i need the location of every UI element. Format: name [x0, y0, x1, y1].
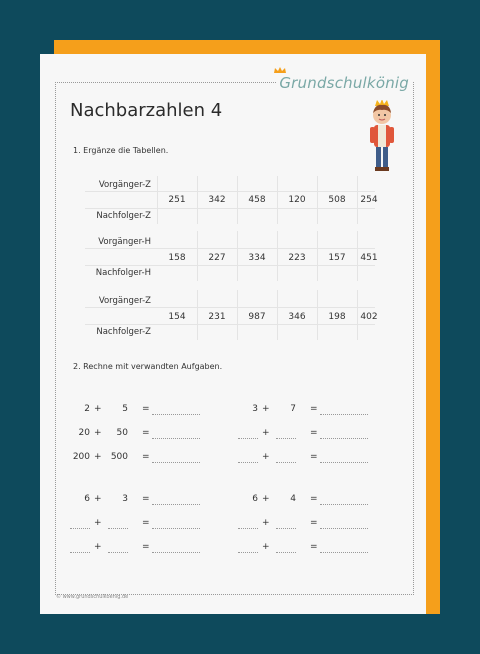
logo: [276, 74, 412, 92]
equals-sign: =: [310, 404, 318, 414]
table-cell: 154: [168, 312, 186, 322]
plus-sign: +: [262, 542, 270, 552]
answer-blank[interactable]: [276, 552, 296, 553]
equals-sign: =: [310, 494, 318, 504]
equals-sign: =: [142, 494, 150, 504]
task-2-heading: 2. Rechne mit verwandten Aufgaben.: [73, 362, 223, 371]
table-row-label: Nachfolger-H: [95, 268, 151, 278]
addend-a: 200: [72, 452, 90, 462]
answer-blank[interactable]: [276, 462, 296, 463]
table-2: [85, 231, 378, 281]
addend-b: 4: [290, 494, 296, 504]
result-blank[interactable]: [320, 438, 368, 439]
equals-sign: =: [310, 542, 318, 552]
answer-blank[interactable]: [276, 528, 296, 529]
addend-a: 3: [252, 404, 258, 414]
addend-b: 5: [122, 404, 128, 414]
answer-blank[interactable]: [238, 438, 258, 439]
equals-sign: =: [142, 428, 150, 438]
answer-blank[interactable]: [108, 552, 128, 553]
equals-sign: =: [142, 404, 150, 414]
table-cell: 987: [248, 312, 266, 322]
crown-icon: [274, 67, 286, 73]
addend-b: 7: [290, 404, 296, 414]
table-cell: 342: [208, 195, 226, 205]
answer-blank[interactable]: [238, 462, 258, 463]
table-cell: 227: [208, 253, 226, 263]
table-cell: 402: [360, 312, 378, 322]
equals-sign: =: [310, 428, 318, 438]
addend-b: 50: [116, 428, 128, 438]
worksheet: [40, 54, 426, 614]
plus-sign: +: [94, 404, 102, 414]
plus-sign: +: [94, 518, 102, 528]
logo-text: Grundschulkönig: [279, 74, 409, 92]
table-cell: 334: [248, 253, 266, 263]
plus-sign: +: [262, 518, 270, 528]
addend-b: 500: [110, 452, 128, 462]
table-1: [85, 176, 378, 224]
result-blank[interactable]: [320, 504, 368, 505]
answer-blank[interactable]: [70, 552, 90, 553]
table-3: [85, 290, 378, 340]
table-cell: 198: [328, 312, 346, 322]
answer-blank[interactable]: [238, 528, 258, 529]
result-blank[interactable]: [320, 414, 368, 415]
equals-sign: =: [142, 518, 150, 528]
equals-sign: =: [142, 542, 150, 552]
table-row-label: Vorgänger-Z: [98, 296, 151, 306]
result-blank[interactable]: [152, 504, 200, 505]
result-blank[interactable]: [152, 552, 200, 553]
result-blank[interactable]: [320, 462, 368, 463]
answer-blank[interactable]: [108, 528, 128, 529]
answer-blank[interactable]: [276, 438, 296, 439]
addend-b: 3: [122, 494, 128, 504]
table-row-label: Vorgänger-H: [98, 237, 151, 247]
plus-sign: +: [262, 452, 270, 462]
table-cell: 254: [360, 195, 378, 205]
boy-with-crown-icon: [365, 100, 399, 174]
plus-sign: +: [94, 494, 102, 504]
answer-blank[interactable]: [70, 528, 90, 529]
answer-blank[interactable]: [238, 552, 258, 553]
equals-sign: =: [142, 452, 150, 462]
table-cell: 158: [168, 253, 186, 263]
addend-a: 20: [78, 428, 90, 438]
result-blank[interactable]: [320, 552, 368, 553]
plus-sign: +: [94, 542, 102, 552]
table-cell: 346: [288, 312, 306, 322]
result-blank[interactable]: [152, 438, 200, 439]
table-cell: 508: [328, 195, 346, 205]
table-cell: 251: [168, 195, 186, 205]
table-cell: 458: [248, 195, 266, 205]
table-row-label: Nachfolger-Z: [96, 327, 151, 337]
plus-sign: +: [262, 428, 270, 438]
table-cell: 157: [328, 253, 346, 263]
plus-sign: +: [262, 494, 270, 504]
equals-sign: =: [310, 518, 318, 528]
footer-copyright: © www.grundschulkoenig.de: [56, 594, 129, 600]
table-row-label: Vorgänger-Z: [98, 180, 151, 190]
result-blank[interactable]: [152, 414, 200, 415]
page-title: Nachbarzahlen 4: [70, 100, 223, 121]
plus-sign: +: [94, 428, 102, 438]
table-cell: 223: [288, 253, 306, 263]
addend-a: 2: [84, 404, 90, 414]
plus-sign: +: [262, 404, 270, 414]
result-blank[interactable]: [152, 528, 200, 529]
equals-sign: =: [310, 452, 318, 462]
table-cell: 231: [208, 312, 226, 322]
table-row-label: Nachfolger-Z: [96, 211, 151, 221]
task-1-heading: 1. Ergänze die Tabellen.: [73, 146, 169, 155]
table-cell: 451: [360, 253, 378, 263]
result-blank[interactable]: [152, 462, 200, 463]
addend-a: 6: [252, 494, 258, 504]
table-cell: 120: [288, 195, 306, 205]
result-blank[interactable]: [320, 528, 368, 529]
addend-a: 6: [84, 494, 90, 504]
plus-sign: +: [94, 452, 102, 462]
